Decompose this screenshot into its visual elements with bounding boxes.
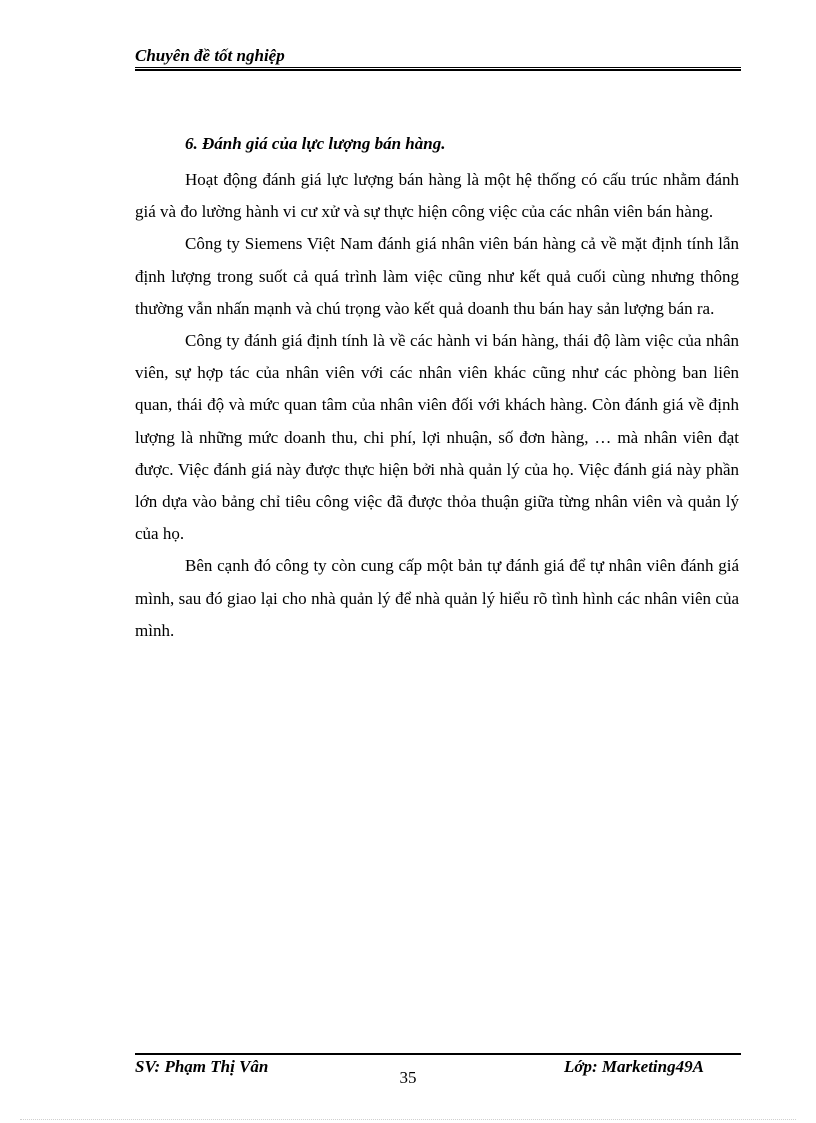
footer-rule [135, 1053, 741, 1055]
page-body [135, 133, 739, 647]
paragraph-3: Công ty đánh giá định tính là về các hành vi bán hàng, thái độ làm việc của nhân viên, sự hợp tác của nhân viên với các nhân viên khác cũng như các phòng ban liên quan, thái độ và mức quan tâm của nhân viên đối với khách hàng. Còn đánh giá về định lượng là những mức doanh thu, chi phí, lợi nhuận, số đơn hàng, … mà nhân viên đạt được. Việc đánh giá này được thực hiện bởi nhà quản lý của họ. Việc đánh giá này phần lớn dựa vào bảng chỉ tiêu công việc đã được thỏa thuận giữa từng nhân viên và quản lý của họ. [135, 331, 739, 544]
header-rule-thick [135, 69, 741, 71]
paragraph-1: Hoạt động đánh giá lực lượng bán hàng là một hệ thống có cấu trúc nhằm đánh giá và đo lường hành vi cư xử và sự thực hiện công việc của các nhân viên bán hàng. [135, 170, 739, 222]
section-heading: 6. Đánh giá của lực lượng bán hàng. [185, 134, 446, 153]
footer-class: Lớp: Marketing49A [564, 1057, 704, 1076]
paragraph-4: Bên cạnh đó công ty còn cung cấp một bản tự đánh giá để tự nhân viên đánh giá mình, sau đó giao lại cho nhà quản lý để nhà quản lý hiểu rõ tình hình các nhân viên của mình. [135, 556, 739, 640]
header-rule-thin [135, 67, 741, 68]
footer-student-name: SV: Phạm Thị Vân [135, 1057, 269, 1076]
page-edge-dotted-line [20, 1119, 796, 1120]
paragraph-2: Công ty Siemens Việt Nam đánh giá nhân viên bán hàng cả về mặt định tính lẫn định lượng trong suốt cả quá trình làm việc cũng như kết quả cuối cùng nhưng thông thường vẫn nhấn mạnh và chú trọng vào kết quả doanh thu bán hay sản lượng bán ra. [135, 234, 739, 318]
running-header-title: Chuyên đề tốt nghiệp [135, 46, 285, 65]
page-number: 35 [399, 1068, 417, 1087]
